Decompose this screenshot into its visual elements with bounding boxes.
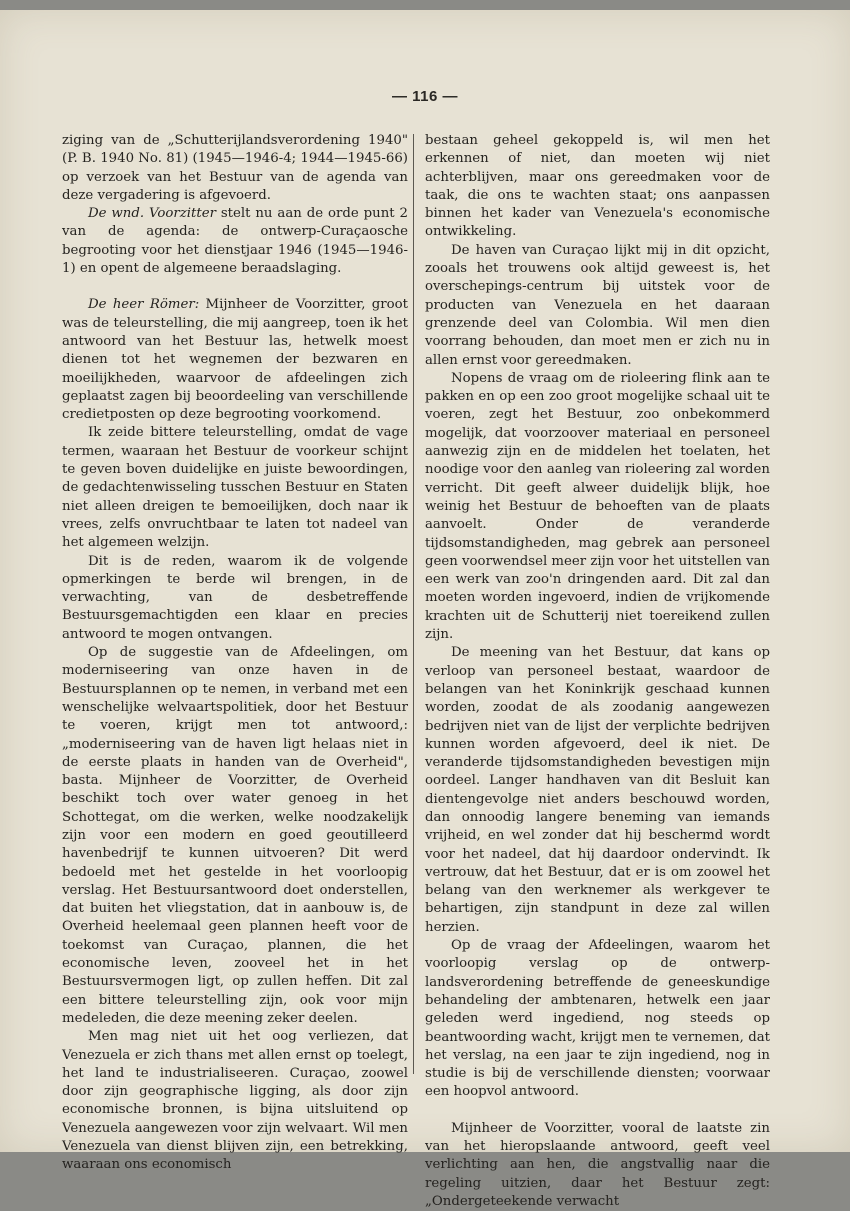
paragraph-text: Dit is de reden, waarom ik de volgende opmerkingen te berde wil brengen, in de verwachting, van de desbetreffende Bestuursgemachtigden een klaar en precies antwoord te mogen ontvangen. xyxy=(62,553,408,642)
paragraph xyxy=(62,205,408,278)
paragraph-text: Ik zeide bittere teleurstelling, omdat de vage termen, waaraan het Bestuur de voorkeur schijnt te geven boven duidelijke en juiste bewoordingen, de gedachtenwisseling tusschen Bestuur en Staten niet alleen dreigen te bemoeilijken, doch naar ik vrees, zelfs onvruchtbaar te laten tot nadeel van het algemeen welzijn. xyxy=(62,425,408,551)
paragraph-text: stelt nu aan de orde punt 2 van de agenda: de ontwerp-Curaçaosche begrooting voor het dienstjaar 1946 (1945—1946-1) en opent de algemeene beraadslaging. xyxy=(62,206,408,277)
paragraph-text: Op de suggestie van de Afdeelingen, om moderniseering van onze haven in de Bestuursplannen op te nemen, in verband met een wenschelijke welvaartspolitiek, door het Bestuur te voeren, krijgt men tot antwoord,: „moderniseering van de haven ligt helaas niet in de eerste plaats in handen van de Overheid", basta. Mijnheer de Voorzitter, de Overheid beschikt toch over water genoeg in het Schottegat, om die werken, welke noodzakelijk zijn voor een modern en goed geoutilleerd havenbedrijf te kunnen uitvoeren? Dit werd bedoeld met het gestelde in het voorloopig verslag. Het Bestuursantwoord doet onderstellen, dat buiten het vliegstation, dat in aanbouw is, de Overheid heelemaal geen plannen heeft voor de toekomst van Curaçao, plannen, die het economische leven, zooveel het in het Bestuursvermogen ligt, op zullen heffen. Dit zal een bittere teleurstelling zijn, ook voor mijn medeleden, die deze meening zeker deelen. xyxy=(62,645,408,1026)
paragraph xyxy=(425,644,770,937)
right-column xyxy=(425,132,770,1211)
paragraph xyxy=(425,370,770,644)
paragraph-text: Op de vraag der Afdeelingen, waarom het voorloopig verslag op de ontwerp-landsverordening betreffende de geneeskundige behandeling der ambtenaren, hetwelk een jaar geleden werd ingediend, nog steeds op beantwoording wacht, krijgt men te vernemen, dat het verslag, na een jaar te zijn ingediend, nog in studie is bij de verschillende diensten; voorwaar een hoopvol antwoord. xyxy=(425,938,770,1100)
paragraph-text: Mijnheer de Voorzitter, groot was de teleurstelling, die mij aangreep, toen ik het antwoord van het Bestuur las, hetwelk moest dienen tot het wegnemen der bezwaren en moeilijkheden, waarvoor de afdeelingen zich geplaatst zagen bij beoordeeling van verschillende credietposten op deze begrooting voorkomend. xyxy=(62,297,408,423)
speaker-name: De heer Römer: xyxy=(88,297,200,313)
paragraph-text: Men mag niet uit het oog verliezen, dat Venezuela er zich thans met allen ernst op toelegt, het land te industrialiseeren. Curaçao, zoowel door zijn geographische ligging, als door zijn economische bronnen, is bijna uitsluitend op Venezuela aangewezen voor zijn welvaart. Wil men Venezuela van dienst blijven zijn, een betrekking, waaraan ons economisch xyxy=(62,1029,408,1173)
paragraph-text: De haven van Curaçao lijkt mij in dit opzicht, zooals het trouwens ook altijd geweest is, het overschepings-centrum bij uitstek voor de producten van Venezuela en het daaraan grenzende deel van Colombia. Wil men dien voorrang behouden, dan moet men er zich nu in allen ernst voor gereedmaken. xyxy=(425,242,770,368)
paragraph xyxy=(425,937,770,1102)
paragraph-text: De meening van het Bestuur, dat kans op verloop van personeel bestaat, waardoor de belangen van het Koninkrijk geschaad kunnen worden, zoodat de als zoodanig aangewezen bedrijven niet van de lijst der verplichte bedrijven kunnen worden afgevoerd, deel ik niet. De veranderde tijdsomstandigheden bevestigen mijn oordeel. Langer handhaven van dit Besluit kan dientengevolge niet anders beschouwd worden, dan onnoodig langere beneming van iemands vrijheid, en wel zonder dat hij beschermd wordt voor het nadeel, dat hij daardoor ondervindt. Ik vertrouw, dat het Bestuur, dat er is om zoowel het belang van den werknemer als werkgever te behartigen, zijn standpunt in deze zal willen herzien. xyxy=(425,645,770,935)
paragraph xyxy=(62,553,408,644)
paragraph-text: Mijnheer de Voorzitter, vooral de laatste zin van het hieropslaande antwoord, geeft veel verlichting aan hen, die angstvallig naar die regeling uitzien, daar het Bestuur zegt: „Ondergeteekende verwacht xyxy=(425,1120,770,1209)
paragraph xyxy=(62,644,408,1028)
paragraph-text: ziging van de „Schutterijlandsverordening 1940" (P. B. 1940 No. 81) (1945—1946-4; 1944—1945-66) op verzoek van het Bestuur van de agenda van deze vergadering is afgevoerd. xyxy=(62,133,408,203)
page-number: — 116 — xyxy=(391,88,459,105)
paragraph xyxy=(62,296,408,424)
document-page xyxy=(0,10,850,1209)
left-column xyxy=(62,132,408,1175)
paragraph xyxy=(425,1120,770,1211)
paragraph xyxy=(62,132,408,205)
paragraph xyxy=(425,242,770,370)
speaker-name: De wnd. Voorzitter xyxy=(88,206,216,222)
paragraph xyxy=(425,132,770,242)
paragraph xyxy=(62,1028,408,1174)
paragraph-text: bestaan geheel gekoppeld is, wil men het erkennen of niet, dan moeten wij niet achterblijven, maar ons gereedmaken voor de taak, die ons te wachten staat; ons aanpassen binnen het kader van Venezuela's economische ontwikkeling. xyxy=(425,133,770,240)
paragraph xyxy=(62,424,408,552)
paragraph-text: Nopens de vraag om de rioleering flink aan te pakken en op een zoo groot mogelijke schaal uit te voeren, zegt het Bestuur, zoo onbekommerd mogelijk, dat voorzoover materiaal en personeel aanwezig zijn en de middelen het toelaten, het noodige voor den aanleg van rioleering zal worden verricht. Dit geeft alweer duidelijk blijk, hoe weinig het Bestuur de behoeften van de plaats aanvoelt. Onder de veranderde tijdsomstandigheden, mag gebrek aan personeel geen voorwendsel meer zijn voor het uitstellen van een werk van zoo'n dringenden aard. Dit zal dan moeten worden ingevoerd, indien de vrijkomende krachten uit de Schutterij niet toereikend zullen zijn. xyxy=(425,370,770,643)
column-divider xyxy=(413,134,414,1074)
